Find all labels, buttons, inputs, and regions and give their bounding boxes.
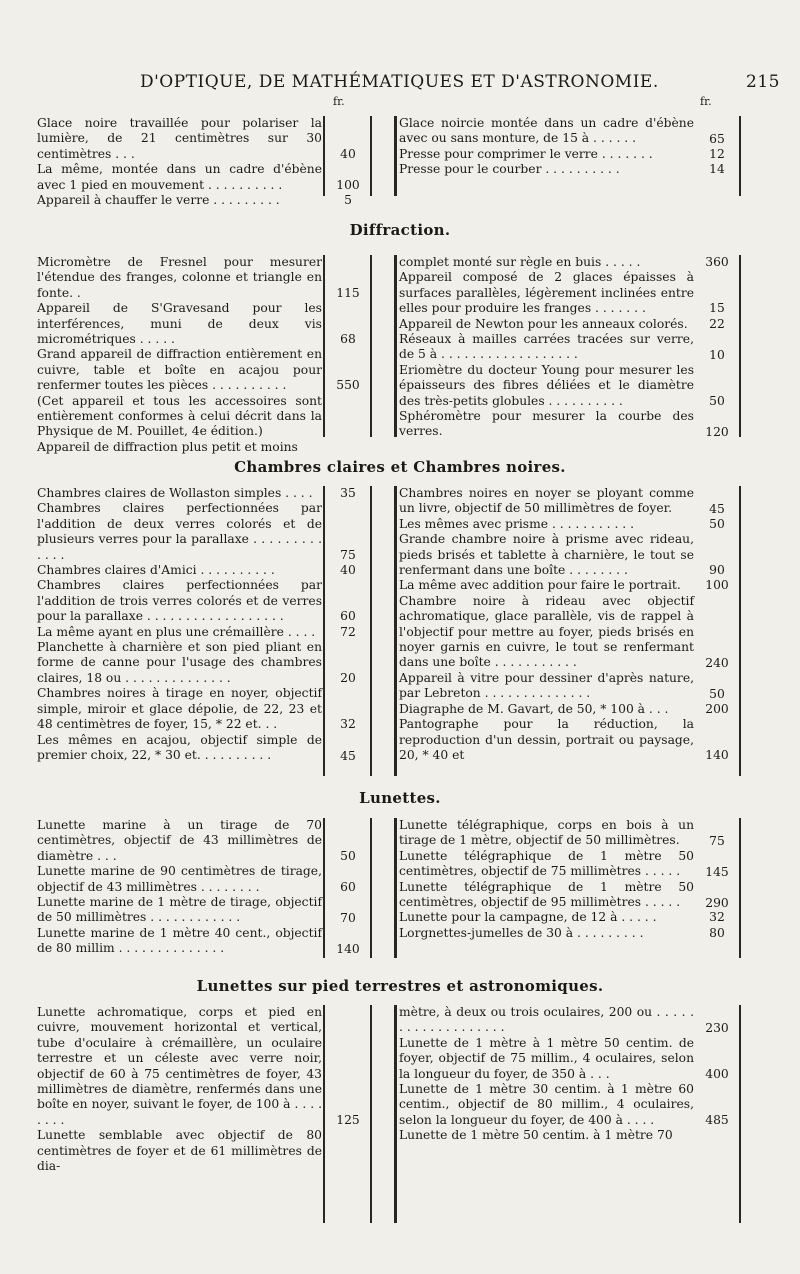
catalog-entry: Micromètre de Fresnel pour mesurer l'étendue des franges, colonne et triangle en fonte. .: [37, 255, 322, 300]
entries-right: [399, 818, 694, 941]
entry-price: 240: [705, 655, 729, 670]
entry-price: 360: [705, 254, 729, 269]
entry-price: 70: [340, 910, 356, 925]
entry-price: 100: [336, 177, 360, 192]
column-rule: [394, 116, 397, 196]
entry-price: 50: [709, 393, 725, 408]
catalog-entry: Chambres claires perfectionnées par l'addition de deux verres colorés et de plusieurs verres pour la parallaxe . . . . . . . . . . . . .: [37, 501, 322, 562]
catalog-entry: Appareil composé de 2 glaces épaisses à surfaces parallèles, légèrement inclinées entre elles pour produire les franges . . . . . . .: [399, 270, 694, 316]
catalog-entry: Lunette de 1 mètre à 1 mètre 50 centim. de foyer, objectif de 75 millim., 4 oculaires, selon la longueur du foyer, de 350 à . . .: [399, 1035, 694, 1081]
catalog-entry: Les mêmes avec prisme . . . . . . . . . . .: [399, 516, 635, 531]
entry-price: 115: [336, 285, 360, 300]
entry-price: 68: [340, 331, 356, 346]
catalog-entry: Lunette achromatique, corps et pied en cuivre, mouvement horizontal et vertical, tube d'oculaire à crémaillère, un oculaire terrestre et un céleste avec verre noir, objectif de 60 à 75 centimètres de foyer, 43 millimètres de diamètre, renfermés dans une boîte en noyer, suivant le foyer, de 100 à . . . . . . . .: [37, 1005, 322, 1127]
column-rule: [323, 116, 325, 196]
catalog-entry: Chambres claires de Wollaston simples . . . .: [37, 486, 313, 500]
entry-price: 45: [709, 501, 725, 516]
catalog-entry: Grand appareil de diffraction entièrement en cuivre, table et boîte en acajou pour renfermer toutes les pièces . . . . . . . . . .: [37, 347, 322, 393]
entries-left: [37, 255, 322, 455]
catalog-entry: Chambres claires d'Amici . . . . . . . . . .: [37, 563, 275, 578]
entry-price: 22: [709, 316, 725, 331]
column-rule: [323, 818, 325, 958]
catalog-entry: Glace noircie montée dans un cadre d'ébène avec ou sans monture, de 15 à . . . . . .: [399, 116, 694, 146]
entry-price: 60: [340, 879, 356, 894]
entry-price: 72: [340, 624, 356, 639]
entry-price: 20: [340, 670, 356, 685]
section-diffraction: [37, 254, 741, 454]
entry-price: 80: [709, 925, 725, 940]
entries-right: [399, 255, 694, 440]
catalog-entry: Appareil de Newton pour les anneaux colorés.: [399, 316, 688, 331]
catalog-entry: Lunette de 1 mètre 50 centim. à 1 mètre 70: [399, 1128, 673, 1143]
entries-right: [399, 486, 694, 763]
entry-price: 60: [340, 608, 356, 623]
catalog-entry: Pantographe pour la réduction, la reproduction d'un dessin, portrait ou paysage, 20, * 40 et: [399, 717, 694, 762]
catalog-entry: Appareil de diffraction plus petit et moins: [37, 439, 298, 454]
entry-price: 50: [709, 686, 725, 701]
heading-chambres: Chambres claires et Chambres noires.: [234, 458, 566, 476]
catalog-entry: Glace noire travaillée pour polariser la lumière, de 21 centimètres sur 30 centimètres . . .: [37, 116, 322, 161]
catalog-entry: Lunette télégraphique de 1 mètre 50 centimètres, objectif de 95 millimètres . . . . .: [399, 879, 694, 910]
catalog-entry: Lunette semblable avec objectif de 80 centimètres de foyer et de 61 millimètres de dia-: [37, 1128, 322, 1174]
catalog-entry: La même, montée dans un cadre d'ébène avec 1 pied en mouvement . . . . . . . . . .: [37, 162, 322, 192]
entry-price: 75: [709, 833, 725, 848]
catalog-entry: Les mêmes en acajou, objectif simple de premier choix, 22, * 30 et. . . . . . . . . .: [37, 732, 322, 762]
catalog-entry: mètre, à deux ou trois oculaires, 200 ou . . . . . . . . . . . . . . . . . . .: [399, 1005, 694, 1035]
catalog-entry: Appareil à vitre pour dessiner d'après nature, par Lebreton . . . . . . . . . . . . . .: [399, 670, 694, 701]
section-chambres: [37, 486, 741, 776]
catalog-entry: Lunette marine de 1 mètre de tirage, objectif de 50 millimètres . . . . . . . . . . . .: [37, 895, 322, 925]
catalog-entry: Appareil de S'Gravesand pour les interférences, muni de deux vis micrométriques . . . . .: [37, 301, 322, 347]
entries-left: [37, 116, 322, 208]
entry-price: 15: [709, 300, 725, 315]
column-rule: [739, 818, 741, 958]
catalog-entry: Planchette à charnière et son pied pliant en forme de canne pour l'usage des chambres claires, 18 ou . . . . . . . . . . . . . .: [37, 640, 322, 685]
entry-price: 550: [336, 377, 360, 392]
entry-price: 50: [709, 516, 725, 531]
entry-price: 10: [709, 347, 725, 362]
entry-price: 125: [336, 1112, 360, 1127]
entry-price: 140: [705, 747, 729, 762]
catalog-entry: Diagraphe de M. Gavart, de 50, * 100 à . . .: [399, 701, 669, 716]
catalog-entry: Grande chambre noire à prisme avec rideau, pieds brisés et tablette à charnière, le tout se renfermant dans une boîte . . . . . . . .: [399, 532, 694, 578]
page-number: 215: [746, 72, 780, 92]
catalog-entry: Lunette pour la campagne, de 12 à . . . . .: [399, 910, 657, 925]
catalog-entry: Lunette télégraphique, corps en bois à un tirage de 1 mètre, objectif de 50 millimètres.: [399, 818, 694, 848]
section-lunettes: [37, 818, 741, 958]
entry-price: 14: [709, 161, 725, 176]
heading-lunettes-pied: Lunettes sur pied terrestres et astronomiques.: [196, 977, 604, 995]
catalog-entry: (Cet appareil et tous les accessoires sont entièrement conformes à celui décrit dans la Physique de M. Pouillet, 4e édition.): [37, 393, 322, 439]
catalog-entry: Réseaux à mailles carrées tracées sur verre, de 5 à . . . . . . . . . . . . . . . . . .: [399, 332, 694, 362]
catalog-entry: Chambres noires en noyer se ployant comme un livre, objectif de 50 millimètres de foyer.: [399, 486, 694, 516]
column-rule: [394, 818, 397, 958]
catalog-entry: Lunette marine de 90 centimètres de tirage, objectif de 43 millimètres . . . . . . . .: [37, 864, 322, 894]
section-lunettes-pied: [37, 1005, 741, 1223]
entry-price: 400: [705, 1066, 729, 1081]
column-rule: [739, 255, 741, 437]
entry-price: 230: [705, 1020, 729, 1035]
entry-price: 65: [709, 131, 725, 146]
unit-label-left: fr.: [333, 95, 345, 108]
heading-diffraction: Diffraction.: [349, 221, 451, 239]
column-rule: [370, 486, 372, 776]
catalog-entry: Chambre noire à rideau avec objectif achromatique, glace parallèle, vis de rappel à l'objectif pour mettre au foyer, pieds brisés en noyer garnis en cuivre, le tout se renfermant dans une boîte . . . . . . . . . . .: [399, 593, 694, 670]
entry-price: 12: [709, 146, 725, 161]
column-rule: [739, 1005, 741, 1223]
entry-price: 35: [340, 485, 356, 500]
unit-label-right: fr.: [700, 95, 712, 108]
column-rule: [370, 818, 372, 958]
entry-price: 40: [340, 562, 356, 577]
column-rule: [323, 486, 325, 776]
section-polarisation: [37, 116, 741, 208]
entry-price: 5: [344, 192, 352, 207]
heading-lunettes: Lunettes.: [359, 789, 441, 807]
catalog-entry: Lorgnettes-jumelles de 30 à . . . . . . . . .: [399, 925, 644, 940]
entry-price: 90: [709, 562, 725, 577]
entry-price: 200: [705, 701, 729, 716]
column-rule: [394, 486, 397, 776]
catalog-entry: Presse pour le courber . . . . . . . . . .: [399, 162, 620, 177]
column-rule: [323, 1005, 325, 1223]
column-rule: [739, 116, 741, 196]
catalog-entry: Appareil à chauffer le verre . . . . . . . . .: [37, 193, 280, 208]
column-rule: [394, 1005, 397, 1223]
entry-price: 32: [340, 716, 356, 731]
catalog-entry: Presse pour comprimer le verre . . . . . . .: [399, 146, 653, 161]
catalog-entry: Lunette marine de 1 mètre 40 cent., objectif de 80 millim . . . . . . . . . . . . . .: [37, 925, 322, 956]
column-rule: [370, 1005, 372, 1223]
entry-price: 145: [705, 864, 729, 879]
entry-price: 290: [705, 895, 729, 910]
column-rule: [370, 116, 372, 196]
entry-price: 40: [340, 146, 356, 161]
page-title: D'OPTIQUE, DE MATHÉMATIQUES ET D'ASTRONOMIE.: [140, 72, 659, 92]
column-rule: [323, 255, 325, 437]
column-rule: [370, 255, 372, 437]
entry-price: 75: [340, 547, 356, 562]
entries-left: [37, 818, 322, 957]
catalog-entry: Sphéromètre pour mesurer la courbe des verres.: [399, 409, 694, 439]
entries-left: [37, 486, 322, 763]
entries-left: [37, 1005, 322, 1174]
entry-price: 120: [705, 424, 729, 439]
entry-price: 140: [336, 941, 360, 956]
entry-price: 485: [705, 1112, 729, 1127]
column-rule: [739, 486, 741, 776]
column-rule: [394, 255, 397, 437]
entry-price: 45: [340, 748, 356, 763]
entries-right: [399, 116, 694, 178]
catalog-entry: Eriomètre du docteur Young pour mesurer les épaisseurs des fibres déliées et le diamètre des très-petits globules . . . . . . . . . .: [399, 362, 694, 408]
entries-right: [399, 1005, 694, 1144]
entry-price: 32: [709, 909, 725, 924]
catalog-entry: Lunette télégraphique de 1 mètre 50 centimètres, objectif de 75 millimètres . . . . .: [399, 848, 694, 879]
catalog-entry: Lunette de 1 mètre 30 centim. à 1 mètre 60 centim., objectif de 80 millim., 4 oculaires, selon la longueur du foyer, de 400 à . . . .: [399, 1082, 694, 1127]
catalog-entry: Chambres noires à tirage en noyer, objectif simple, miroir et glace dépolie, de 22, 23 et 48 centimètres de foyer, 15, * 22 et. . .: [37, 686, 322, 732]
catalog-entry: Lunette marine à un tirage de 70 centimètres, objectif de 43 millimètres de diamètre . . .: [37, 818, 322, 863]
entry-price: 100: [705, 577, 729, 592]
catalog-entry: La même ayant en plus une crémaillère . . . .: [37, 624, 316, 639]
entry-price: 50: [340, 848, 356, 863]
catalog-entry: complet monté sur règle en buis . . . . .: [399, 255, 641, 269]
catalog-entry: La même avec addition pour faire le portrait.: [399, 578, 681, 593]
catalog-entry: Chambres claires perfectionnées par l'addition de trois verres colorés et de verres pour la parallaxe . . . . . . . . . . . . . . . . . .: [37, 578, 322, 624]
